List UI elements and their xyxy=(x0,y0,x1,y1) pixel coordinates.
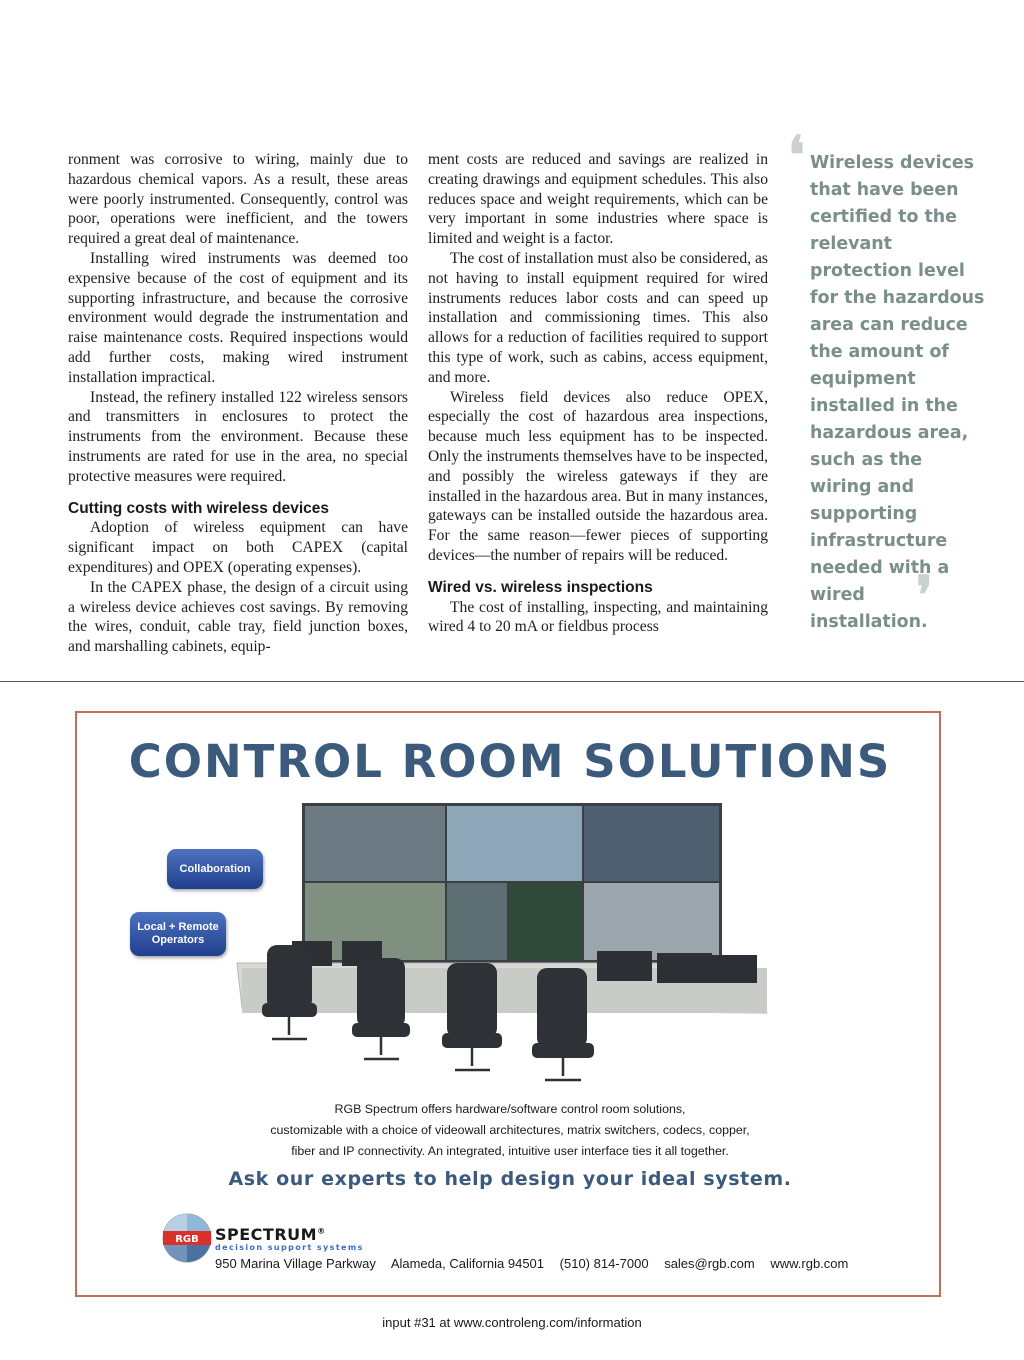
wall-screen xyxy=(584,883,719,960)
ad-copy-line: fiber and IP connectivity. An integrated, intuitive user interface ties it all together. xyxy=(291,1144,729,1158)
article-column-1 xyxy=(68,150,408,657)
paragraph: The cost of installing, inspecting, and maintaining wired 4 to 20 mA or fieldbus process xyxy=(428,598,768,636)
advertisement[interactable] xyxy=(75,711,941,1297)
paragraph: Instead, the refinery installed 122 wireless sensors and transmitters in enclosures to protect the instruments from the environment. Because these instruments are rated for use in the area, no special protective measures were required. xyxy=(68,388,408,485)
paragraph: In the CAPEX phase, the design of a circuit using a wireless device achieves cost savings. By removing the wires, conduit, cable tray, field junction boxes, and marshalling cabinets, equip- xyxy=(68,578,408,656)
pull-quote-text: Wireless devices that have been certified to the relevant protection level for the hazardous area can reduce the amount of equipment installed in the hazardous area, such as the wiring and supporting infrastructure needed with a wired installation. xyxy=(810,153,985,632)
chair-seat xyxy=(442,1033,502,1048)
wall-screen xyxy=(447,883,507,960)
wall-screen xyxy=(509,883,582,960)
wall-screen xyxy=(305,806,445,881)
desk-monitor xyxy=(597,951,652,981)
logo-text: RGB xyxy=(175,1234,199,1245)
paragraph: ment costs are reduced and savings are realized in creating drawings and equipment schedules. This also reduces space and weight requirements, which can be very important in some industries where space is limited and weight is a factor. xyxy=(428,151,768,248)
paragraph: Adoption of wireless equipment can have significant impact on both CAPEX (capital expenditures) and OPEX (operating expenses). xyxy=(68,519,408,576)
section-heading: Wired vs. wireless inspections xyxy=(428,578,653,596)
address: 950 Marina Village Parkway xyxy=(215,1256,376,1271)
chair xyxy=(267,945,312,1010)
ad-copy xyxy=(77,1099,943,1162)
wall-screen xyxy=(447,806,582,881)
section-divider xyxy=(0,681,1024,682)
phone[interactable]: (510) 814-7000 xyxy=(559,1256,649,1271)
chair-seat xyxy=(352,1023,410,1037)
contact-info xyxy=(215,1256,860,1271)
chair xyxy=(537,968,587,1048)
wall-screen xyxy=(584,806,719,881)
brand-name xyxy=(215,1225,326,1244)
desk-monitor xyxy=(712,955,757,983)
article-column-2 xyxy=(428,150,768,637)
website-link[interactable]: www.rgb.com xyxy=(770,1256,849,1271)
city: Alameda, California 94501 xyxy=(390,1256,545,1271)
paragraph: Installing wired instruments was deemed too expensive because of the cost of equipment and its supporting infrastructure, and because the corrosive environment would degrade the instrumentation and raise maintenance costs. Required inspections would add further costs, making wired instrument installation impractical. xyxy=(68,249,408,386)
registered-mark: ® xyxy=(317,1226,326,1236)
desk-monitor xyxy=(657,953,712,983)
pull-quote xyxy=(788,125,988,636)
collaboration-bubble: Collaboration xyxy=(167,849,263,889)
local-remote-operators-bubble: Local + Remote Operators xyxy=(130,912,226,956)
close-quote-icon: ❜ xyxy=(916,565,933,626)
email-link[interactable]: sales@rgb.com xyxy=(664,1256,755,1271)
rgb-spectrum-logo xyxy=(161,1212,213,1264)
ad-copy-line: customizable with a choice of videowall architectures, matrix switchers, codecs, copper, xyxy=(270,1123,750,1137)
chair xyxy=(447,963,497,1038)
paragraph: The cost of installation must also be considered, as not having to install equipment required for wired instruments reduces labor costs and can speed up installation and commissioning times. This also allows for a reduction of facilities required to support this type of work, such as cabins, access equipment, and more. xyxy=(428,249,768,386)
open-quote-icon: ❛ xyxy=(788,125,805,186)
ad-copy-line: RGB Spectrum offers hardware/software control room solutions, xyxy=(334,1102,686,1116)
chair-seat xyxy=(532,1043,594,1058)
brand-tagline: decision support systems xyxy=(215,1243,364,1252)
ad-call-to-action[interactable]: Ask our experts to help design your ideal system. xyxy=(228,1168,792,1190)
ad-title: CONTROL ROOM SOLUTIONS xyxy=(128,735,892,788)
brand-text: SPECTRUM xyxy=(215,1225,318,1244)
chair xyxy=(357,958,405,1028)
reader-service-footer[interactable]: input #31 at www.controleng.com/information xyxy=(382,1315,642,1330)
chair-seat xyxy=(262,1003,317,1017)
control-room-illustration xyxy=(127,803,847,1088)
section-heading: Cutting costs with wireless devices xyxy=(68,499,329,517)
paragraph: ronment was corrosive to wiring, mainly due to hazardous chemical vapors. As a result, these areas were poorly instrumented. Consequently, control was poor, operations were inefficient, and the towers required a great deal of maintenance. xyxy=(68,151,408,248)
paragraph: Wireless field devices also reduce OPEX, especially the cost of hazardous area inspections, because much less equipment has to be inspected. Only the instruments themselves have to be inspected, and possibly the wireless gateways if they are installed in the hazardous area. But in many instances, gateways can be installed outside the hazardous area. For the same reason—fewer pieces of supporting devices—the number of repairs will be reduced. xyxy=(428,388,768,564)
